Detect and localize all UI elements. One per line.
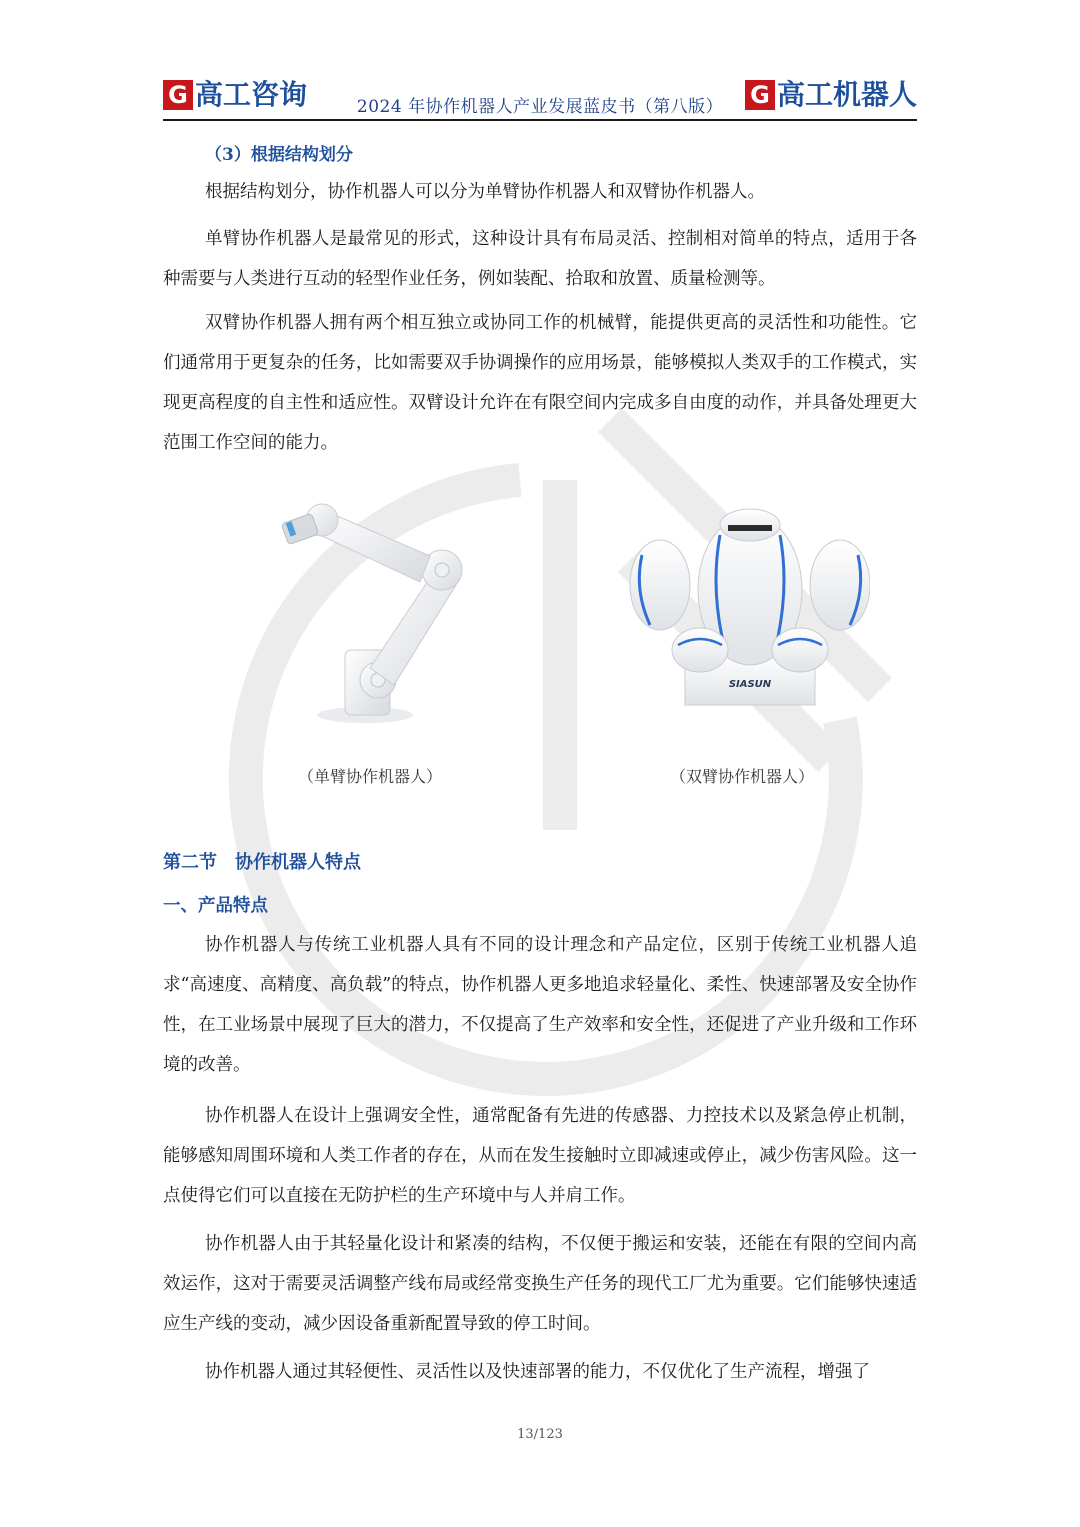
logo-mark: G bbox=[163, 80, 193, 110]
single-arm-robot-image bbox=[270, 490, 490, 730]
page-header bbox=[163, 76, 917, 120]
paragraph: 协作机器人在设计上强调安全性，通常配备有先进的传感器、力控技术以及紧急停止机制，能够感知周围环境和人类工作者的存在，从而在发生接触时立即减速或停止，减少伤害风险。这一点使得它们可以直接在无防护栏的生产环境中与人并肩工作。 bbox=[163, 1106, 917, 1206]
figure-caption-dual: （双臂协作机器人） bbox=[670, 767, 815, 786]
page-number: 13/123 bbox=[517, 1427, 563, 1442]
figure-caption-single: （单臂协作机器人） bbox=[298, 767, 443, 786]
logo-text: 高工机器人 bbox=[776, 78, 917, 111]
header-divider bbox=[163, 119, 917, 121]
section-title: 第二节 协作机器人特点 bbox=[163, 852, 361, 873]
logo-text: 高工咨询 bbox=[195, 78, 308, 111]
paragraph: 根据结构划分，协作机器人可以分为单臂协作机器人和双臂协作机器人。 bbox=[205, 182, 765, 202]
gaogong-robot-logo bbox=[745, 78, 917, 112]
subsection-title: 一、产品特点 bbox=[163, 896, 268, 916]
logo-mark: G bbox=[745, 80, 775, 110]
document-title: 2024 年协作机器人产业发展蓝皮书（第八版） bbox=[356, 97, 724, 117]
paragraph: 协作机器人通过其轻便性、灵活性以及快速部署的能力，不仅优化了生产流程，增强了 bbox=[205, 1362, 870, 1382]
paragraph: 双臂协作机器人拥有两个相互独立或协同工作的机械臂，能提供更高的灵活性和功能性。它们通常用于更复杂的任务，比如需要双手协调操作的应用场景，能够模拟人类双手的工作模式，实现更高程度的自主性和适应性。双臂设计允许在有限空间内完成多自由度的动作，并具备处理更大范围工作空间的能力。 bbox=[163, 313, 917, 453]
paragraph: 协作机器人由于其轻量化设计和紧凑的结构，不仅便于搬运和安装，还能在有限的空间内高效运作，这对于需要灵活调整产线布局或经常变换生产任务的现代工厂尤为重要。它们能够快速适应生产线的变动，减少因设备重新配置导致的停工时间。 bbox=[163, 1234, 917, 1334]
dual-arm-robot-image bbox=[620, 495, 870, 710]
subsection-heading: （3）根据结构划分 bbox=[205, 145, 353, 165]
paragraph: 协作机器人与传统工业机器人具有不同的设计理念和产品定位，区别于传统工业机器人追求“高速度、高精度、高负载”的特点，协作机器人更多地追求轻量化、柔性、快速部署及安全协作性，在工业场景中展现了巨大的潜力，不仅提高了生产效率和安全性，还促进了产业升级和工作环境的改善。 bbox=[163, 935, 917, 1075]
siasun-brand-label: SIASUN bbox=[728, 679, 772, 690]
paragraph: 单臂协作机器人是最常见的形式，这种设计具有布局灵活、控制相对简单的特点，适用于各种需要与人类进行互动的轻型作业任务，例如装配、拾取和放置、质量检测等。 bbox=[163, 229, 917, 289]
